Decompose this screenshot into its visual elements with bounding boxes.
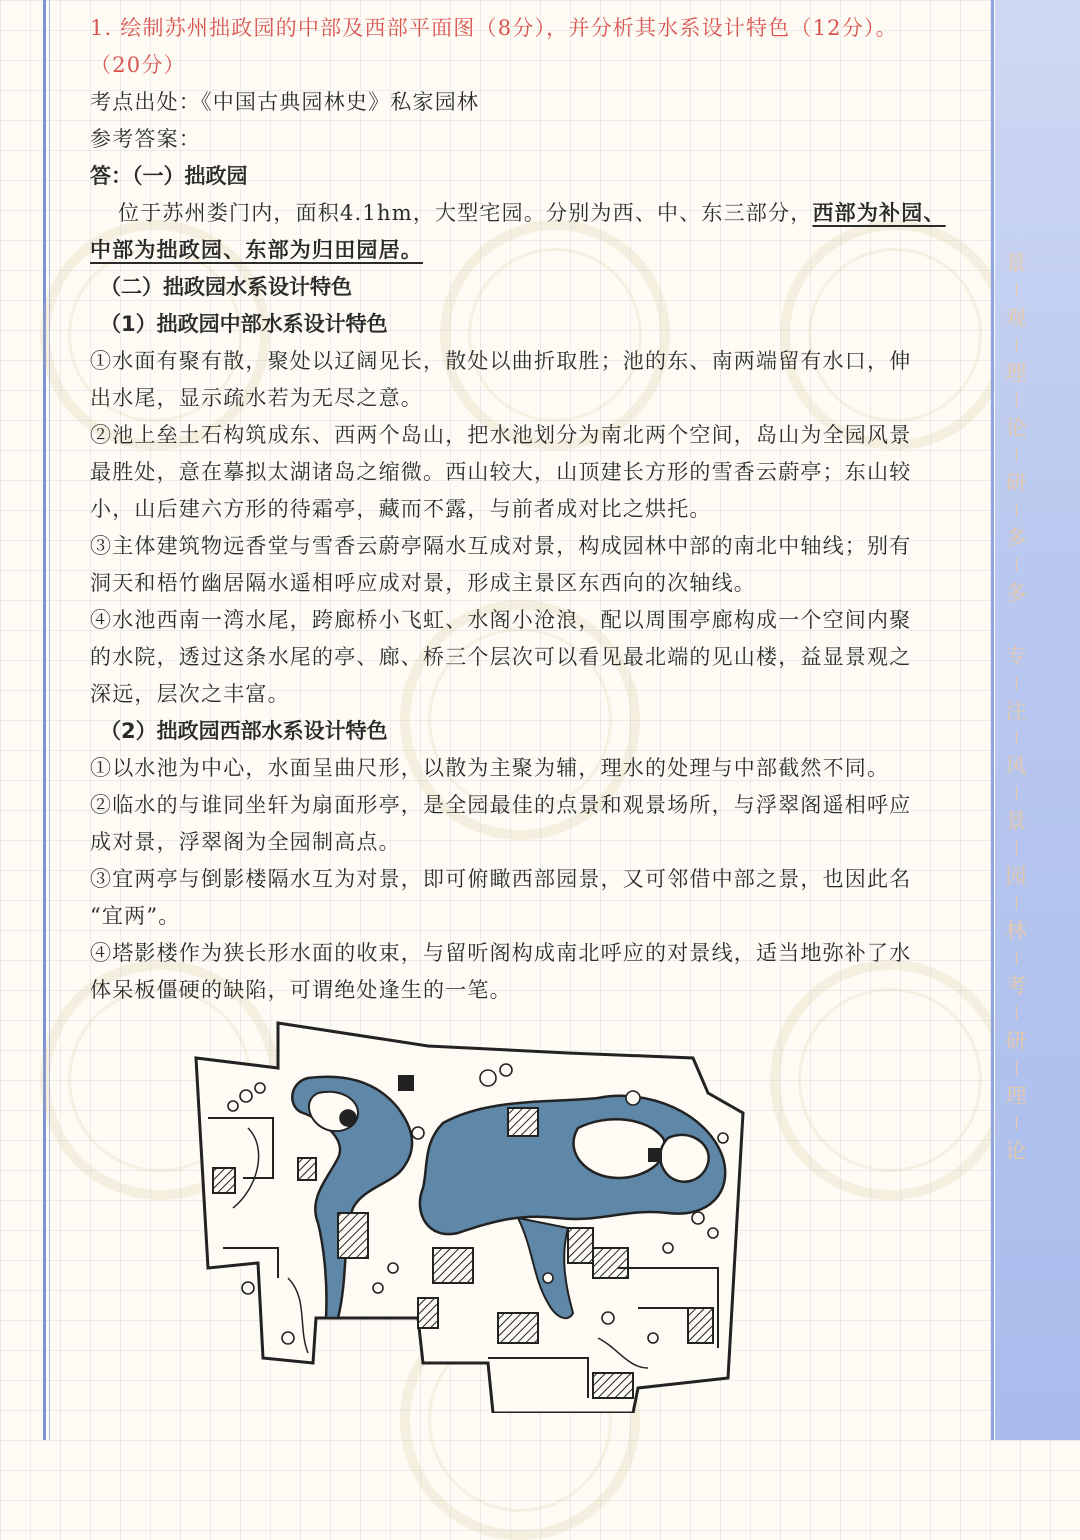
sidebar-dash	[1016, 951, 1017, 965]
sidebar-char: 注	[1005, 699, 1027, 723]
west-line: ③宜两亭与倒影楼隔水互为对景，即可俯瞰西部园景，又可邻借中部之景，也因此名	[90, 867, 912, 891]
building	[593, 1373, 633, 1398]
sidebar-char: 风	[1005, 754, 1027, 778]
middle-line: 出水尾，显示疏水若为无尽之意。	[90, 386, 423, 410]
sidebar-border	[991, 0, 994, 1440]
building	[508, 1108, 538, 1136]
intro-line-2	[90, 232, 985, 269]
sidebar-dash	[1016, 393, 1017, 407]
sidebar-dash	[1016, 1006, 1017, 1020]
sidebar-char: 观	[1005, 306, 1027, 330]
sidebar-char: 专	[1005, 644, 1027, 668]
question-line-2: （20分）	[90, 53, 186, 77]
subsection-title-middle: （1）拙政园中部水系设计特色	[100, 312, 388, 336]
sidebar-dash	[1016, 841, 1017, 855]
document-body	[90, 10, 985, 1009]
sidebar-dash	[1016, 338, 1017, 352]
sidebar-dash	[1016, 731, 1017, 745]
middle-line: ②池上垒土石构筑成东、西两个岛山，把水池划分为南北两个空间，岛山为全园风景	[90, 423, 912, 447]
middle-line: 深远，层次之丰富。	[90, 682, 290, 706]
sidebar-dash	[1016, 558, 1017, 572]
west-line: “宜两”。	[90, 904, 181, 928]
sidebar-char: 林	[1005, 919, 1027, 943]
sidebar-char: 理	[1005, 361, 1027, 385]
building	[688, 1308, 713, 1343]
sidebar-vertical-text	[1000, 250, 1032, 1165]
question-line-1: 1. 绘制苏州拙政园的中部及西部平面图（8分），并分析其水系设计特色（12分）。	[90, 16, 898, 40]
west-line: ②临水的与谁同坐轩为扇面形亭，是全园最佳的点景和观景场所，与浮翠阁遥相呼应	[90, 793, 912, 817]
middle-line: ①水面有聚有散，聚处以辽阔见长，散处以曲折取胜；池的东、南两端留有水口，伸	[90, 349, 912, 373]
west-line: 成对景，浮翠阁为全园制高点。	[90, 830, 401, 854]
sidebar-dash	[1016, 896, 1017, 910]
intro-emphasis: 西部为补园、	[812, 201, 946, 225]
middle-line: 洞天和梧竹幽居隔水遥相呼应成对景，形成主景区东西向的次轴线。	[90, 571, 756, 595]
garden-plan-svg	[188, 1018, 753, 1413]
sidebar-dash	[1016, 448, 1017, 462]
answer-label: 参考答案：	[90, 127, 201, 151]
middle-line: ③主体建筑物远香堂与雪香云蔚亭隔水互成对景，构成园林中部的南北中轴线；别有	[90, 534, 912, 558]
middle-line: 最胜处，意在摹拟太湖诸岛之缩微。西山较大，山顶建长方形的雪香云蔚亭；东山较	[90, 460, 912, 484]
sidebar-char: 景	[1005, 809, 1027, 833]
sidebar-dash	[1016, 786, 1017, 800]
sidebar-dash	[1016, 503, 1017, 517]
subsection-title-west: （2）拙政园西部水系设计特色	[100, 719, 388, 743]
east-island	[660, 1135, 708, 1182]
building	[418, 1298, 438, 1328]
building	[433, 1248, 473, 1283]
building	[338, 1213, 368, 1258]
middle-line: ④水池西南一湾水尾，跨廊桥小飞虹、水阁小沧浪，配以周围亭廊构成一个空间内聚	[90, 608, 912, 632]
sidebar-dash	[1016, 283, 1017, 297]
middle-line: 小，山后建六方形的待霜亭，藏而不露，与前者成对比之烘托。	[90, 497, 712, 521]
building	[498, 1313, 538, 1343]
west-line: ①以水池为中心，水面呈曲尺形，以散为主聚为辅，理水的处理与中部截然不同。	[90, 756, 890, 780]
sidebar-char: 景	[1005, 251, 1027, 275]
left-margin-rule-thin	[49, 0, 50, 1440]
building	[593, 1248, 628, 1278]
sidebar-dash	[1016, 1061, 1017, 1075]
west-line: ④塔影楼作为狭长形水面的收束，与留听阁构成南北呼应的对景线，适当地弥补了水	[90, 941, 912, 965]
building	[568, 1228, 593, 1263]
sidebar-char: 研	[1005, 1029, 1027, 1053]
intro-text: 位于苏州娄门内，面积4.1hm，大型宅园。分别为西、中、东三部分，	[118, 201, 813, 225]
section-title: （二）拙政园水系设计特色	[100, 275, 352, 299]
building	[648, 1148, 662, 1162]
middle-line: 的水院，透过这条水尾的亭、廊、桥三个层次可以看见最北端的见山楼，益显景观之	[90, 645, 912, 669]
sidebar-char: 论	[1005, 416, 1027, 440]
sidebar-char: 理	[1005, 1084, 1027, 1108]
garden-plan-drawing	[188, 1018, 753, 1413]
sidebar-char: 考	[1005, 974, 1027, 998]
intro-emphasis: 中部为拙政园、东部为归田园居。	[90, 238, 423, 262]
sidebar-char: 论	[1005, 1139, 1027, 1163]
building	[213, 1168, 235, 1193]
sidebar-dash	[1016, 676, 1017, 690]
left-margin-rule	[43, 0, 46, 1440]
source-line: 考点出处：《中国古典园林史》私家园林	[90, 90, 480, 114]
building	[298, 1158, 316, 1180]
sidebar-char: 多	[1005, 581, 1027, 605]
west-line: 体呆板僵硬的缺陷，可谓绝处逢生的一笔。	[90, 978, 512, 1002]
sidebar-char: 园	[1005, 864, 1027, 888]
sidebar-dash	[1016, 1116, 1017, 1130]
sidebar-char: 多	[1005, 526, 1027, 550]
answer-title: 答：（一）拙政园	[90, 164, 248, 188]
building	[398, 1075, 414, 1091]
intro-line-1	[90, 195, 985, 232]
sidebar-char: 研	[1005, 471, 1027, 495]
